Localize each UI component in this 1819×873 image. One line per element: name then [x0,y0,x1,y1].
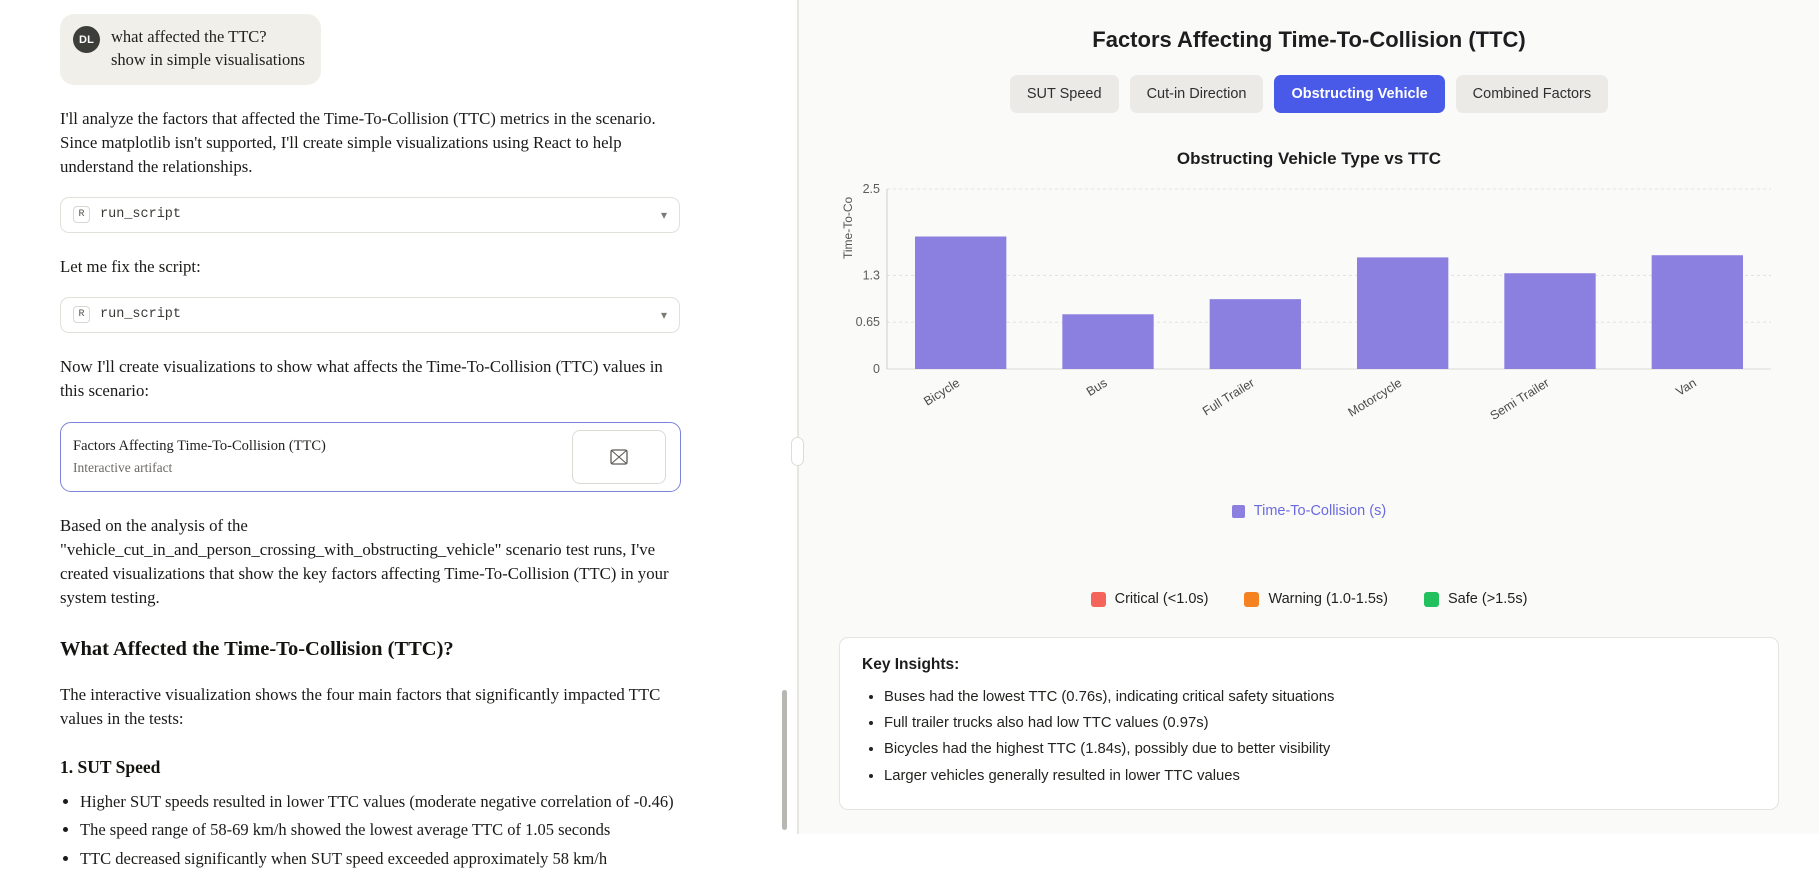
chart-title: Obstructing Vehicle Type vs TTC [1176,149,1442,168]
artifact-card-subtitle: Interactive artifact [73,459,173,475]
page-title: Factors Affecting Time-To-Collision (TTC) [1092,27,1526,52]
status-legend-critical [1091,591,1209,607]
status-dot-safe [1424,592,1439,607]
list-item: • TTC decreased significantly when SUT speed exceeded approximately 58 km/h [80,845,717,873]
svg-text:Full Trailer: Full Trailer [1200,375,1257,419]
factor-bullet-list [60,788,717,873]
chevron-down-icon[interactable]: ▾ [660,207,667,222]
svg-text:2.5: 2.5 [862,182,880,196]
key-insights-heading: Key Insights: [862,656,960,673]
assistant-pre-artifact-note: Now I'll create visualizations to show what affects the Time-To-Collision (TTC) values in this scenario: [60,356,663,400]
chart-y-axis-label: Time-To-Co [841,196,855,259]
user-message-line: show in simple visualisations [111,50,305,70]
svg-text:Bus: Bus [1083,375,1110,399]
chevron-down-icon[interactable]: ▾ [660,307,667,322]
key-insights-list [862,684,1756,789]
chart-series-legend [839,503,1779,519]
artifact-card-title: Factors Affecting Time-To-Collision (TTC) [73,438,326,455]
list-item: • Higher SUT speeds resulted in lower TTC values (moderate negative correlation of -0.46) [80,788,717,816]
status-legend-safe [1424,591,1527,607]
status-label-safe: Safe (>1.5s) [1448,591,1528,607]
artifact-panel [799,0,1819,834]
tab-cut-in-direction[interactable]: Cut-in Direction [1130,75,1264,113]
list-item: • Full trailer trucks also had low TTC values (0.97s) [884,710,1756,736]
section-heading-paragraph: The interactive visualization shows the four main factors that significantly impacted TTC values in the tests: [60,685,661,729]
artifact-card[interactable] [60,422,681,492]
tool-call-run-script-2[interactable] [60,297,680,333]
tool-call-run-script-1[interactable] [60,197,680,233]
svg-text:0.65: 0.65 [855,315,880,330]
svg-text:1.3: 1.3 [862,268,880,283]
list-item: • The speed range of 58-69 km/h showed the lowest average TTC of 1.05 seconds [80,816,717,844]
artifact-preview-icon [572,430,666,484]
svg-text:Motorcycle: Motorcycle [1345,375,1405,420]
svg-text:Semi Trailer: Semi Trailer [1487,375,1552,423]
section-heading: What Affected the Time-To-Collision (TTC)? [60,638,454,660]
series-color-swatch [1232,505,1245,518]
status-legend [839,591,1779,607]
svg-text:0: 0 [873,362,880,376]
panel-divider [797,0,799,834]
assistant-summary-paragraph: Based on the analysis of the "vehicle_cut_in_and_person_crossing_with_obstructing_vehicle" scenario test runs, I've created visualizations that show the key factors affecting Time-To-Collision (TTC) in your system testing. [60,515,669,607]
list-item: • Buses had the lowest TTC (0.76s), indicating critical safety situations [884,684,1756,710]
avatar: DL [73,26,100,53]
status-legend-warning [1244,591,1388,607]
chat-scrollbar[interactable] [782,690,787,830]
status-dot-critical [1091,592,1106,607]
chat-panel [0,0,797,868]
svg-text:Van: Van [1673,375,1699,399]
bar-chart [839,181,1779,431]
key-insights-card [839,637,1779,810]
tab-obstructing-vehicle[interactable]: Obstructing Vehicle [1274,75,1444,113]
list-item: • Bicycles had the highest TTC (1.84s), possibly due to better visibility [884,736,1756,762]
tool-call-name: run_script [100,207,182,223]
status-dot-warning [1244,592,1259,607]
tab-sut-speed[interactable]: SUT Speed [1010,75,1119,113]
tool-badge-icon: R [73,206,90,223]
tab-combined-factors[interactable]: Combined Factors [1456,75,1608,113]
status-label-warning: Warning (1.0-1.5s) [1268,591,1389,607]
series-legend-label: Time-To-Collision (s) [1253,503,1387,519]
svg-text:Bicycle: Bicycle [921,375,963,409]
list-item: • Larger vehicles generally resulted in lower TTC values [884,763,1756,789]
user-message-line: what affected the TTC? [111,27,267,46]
user-message [60,14,321,85]
tool-badge-icon: R [73,306,90,323]
subsection-heading: 1. SUT Speed [60,757,161,778]
assistant-fix-note: Let me fix the script: [60,256,201,276]
factor-tabs [839,75,1779,113]
status-label-critical: Critical (<1.0s) [1114,591,1209,607]
panel-resize-handle[interactable] [791,437,804,466]
chart-canvas [839,181,1779,423]
tool-call-name: run_script [100,307,182,323]
assistant-intro-paragraph: I'll analyze the factors that affected the Time-To-Collision (TTC) metrics in the scenario. Since matplotlib isn't supported, I'll create simple visualizations using React to help understand the relationships. [60,108,656,176]
